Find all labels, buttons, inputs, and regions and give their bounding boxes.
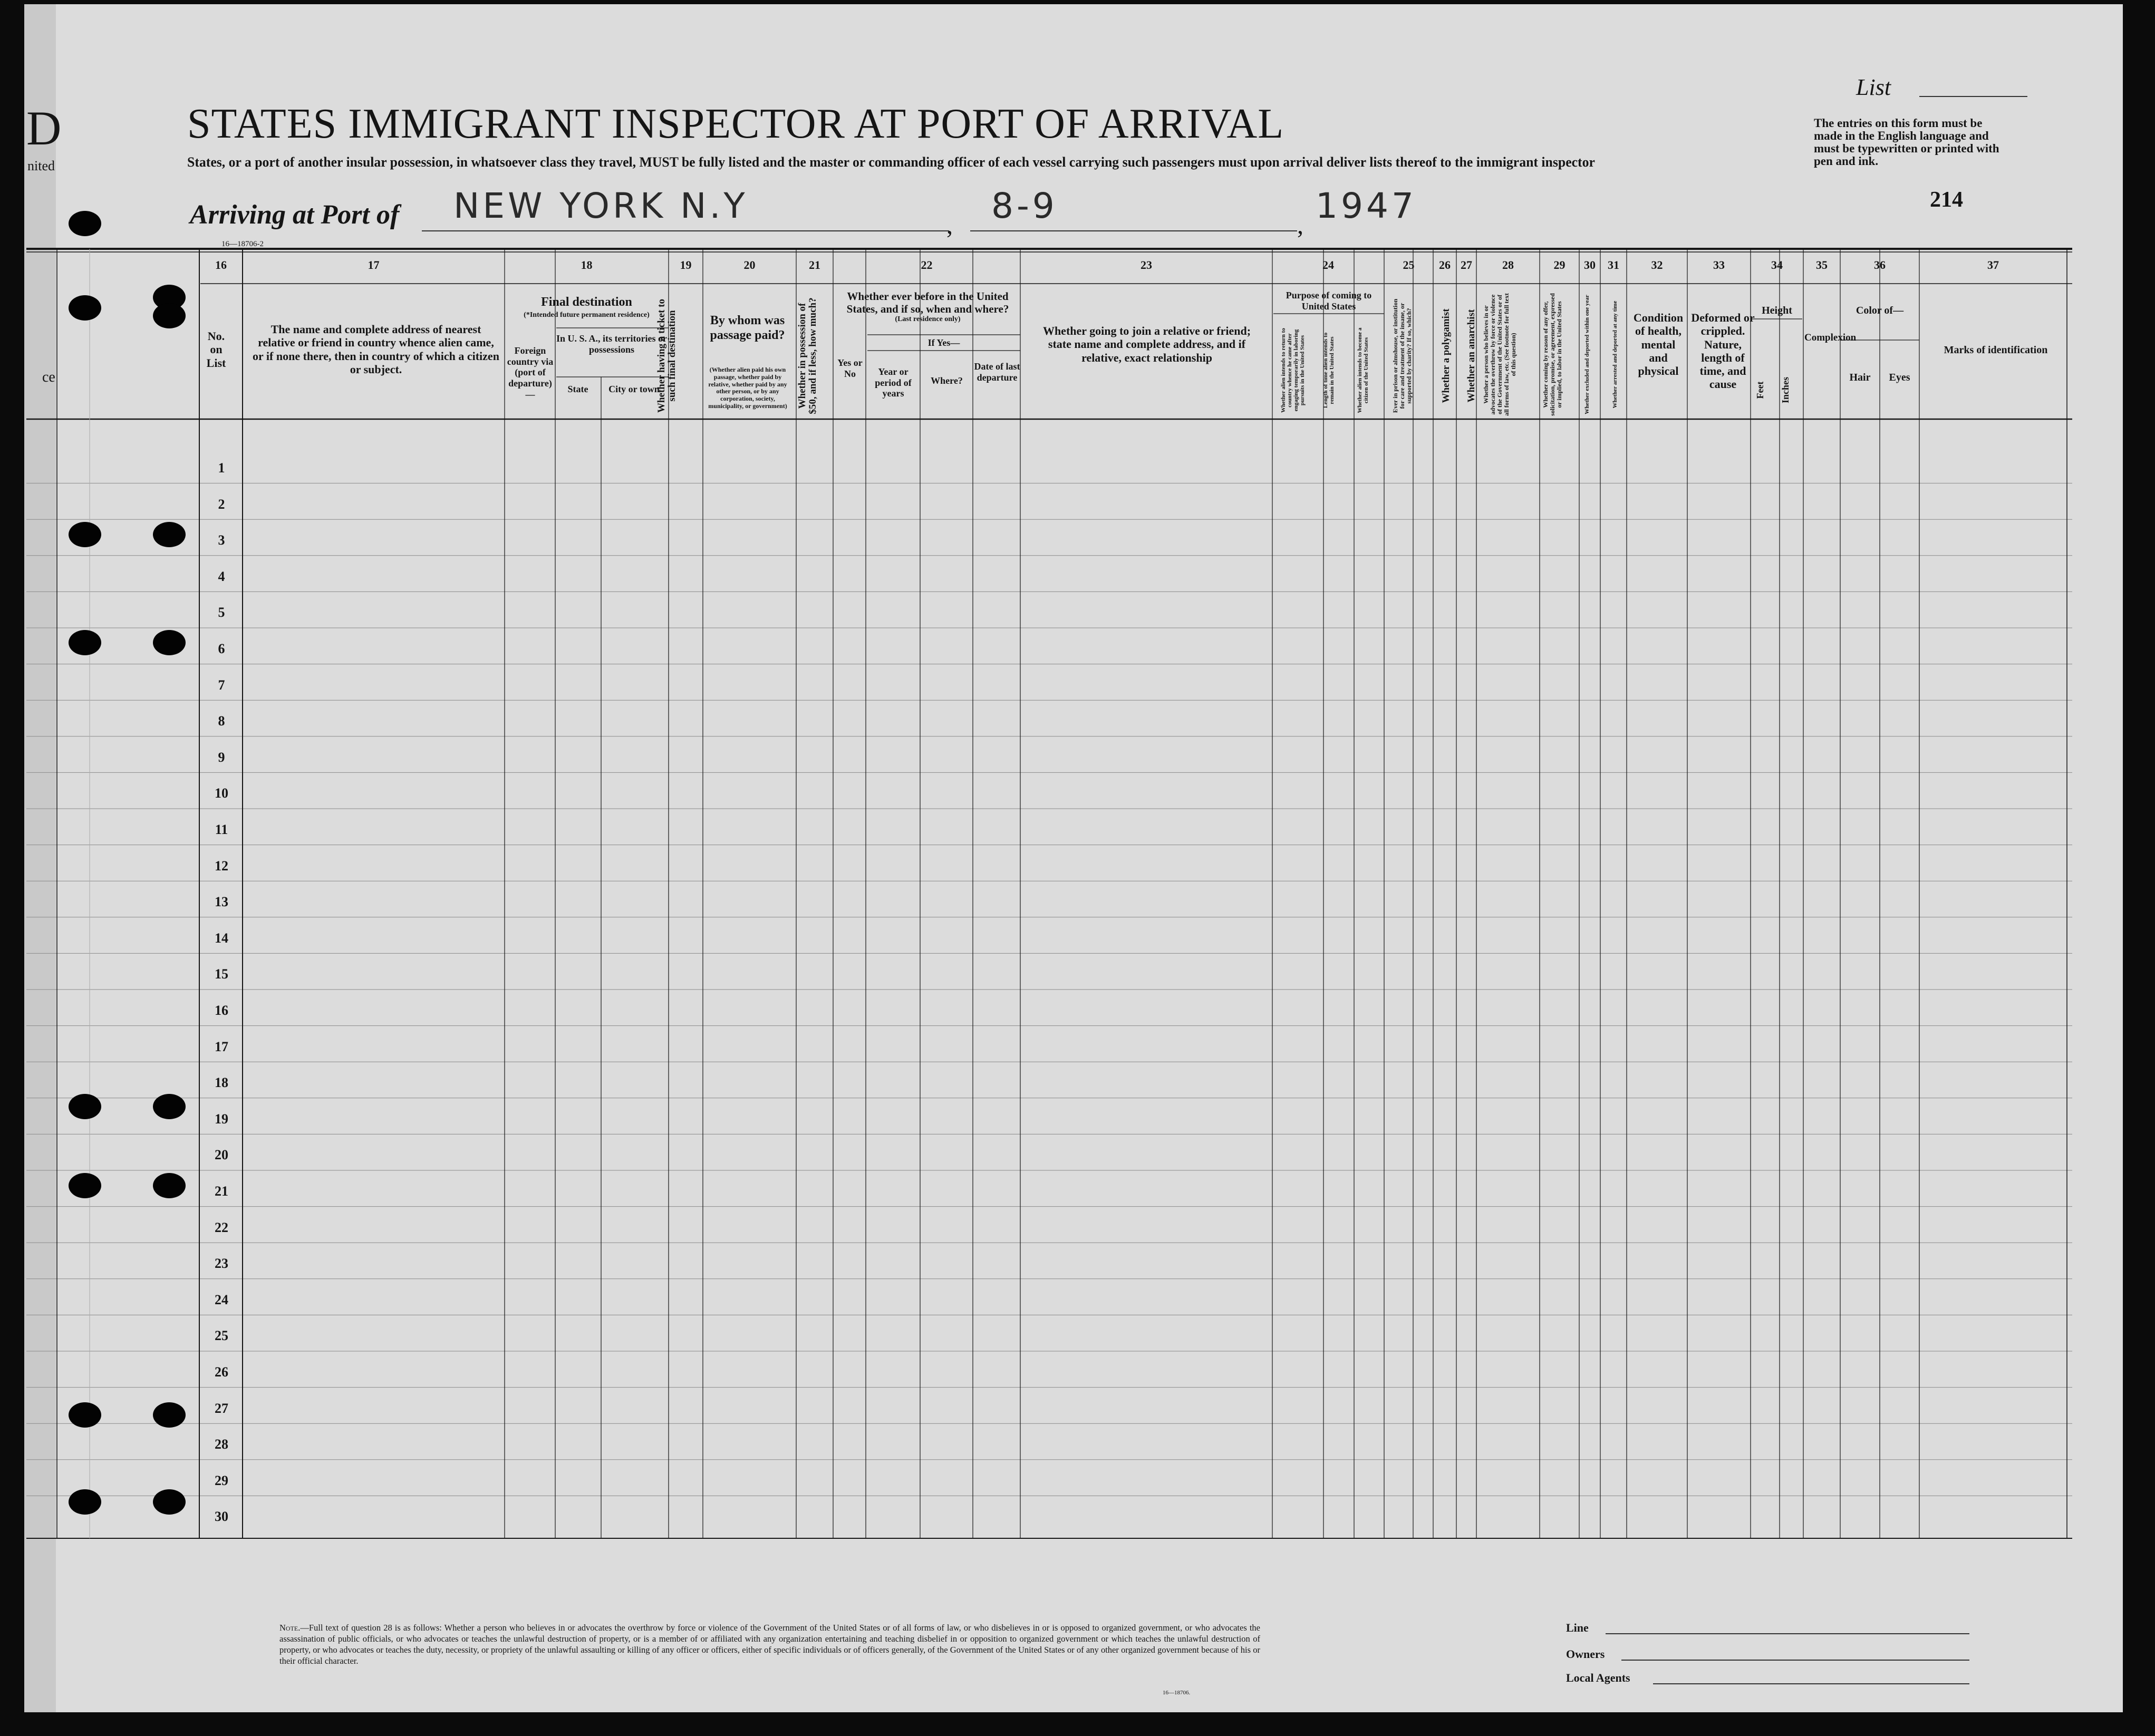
header-join-relative: Whether going to join a relative or friend; state name and complete address, and if relative, exact relationship <box>1042 324 1251 364</box>
row-number: 17 <box>215 1039 228 1054</box>
header-height: Height <box>1762 305 1792 316</box>
punch-hole <box>69 295 101 321</box>
punch-hole <box>153 522 186 547</box>
header-in-usa: In U. S. A., its territories or possessions <box>556 333 667 355</box>
row-number: 18 <box>215 1075 228 1091</box>
row-number: 11 <box>215 822 228 837</box>
row-number: 6 <box>218 641 225 656</box>
header-passage-paid-note: (Whether alien paid his own passage, whether paid by relative, whether paid by any other person, or by any corporation, society, municipality, or government) <box>708 366 787 410</box>
header-inches: Inches <box>1780 377 1791 404</box>
row-number: 10 <box>215 785 228 801</box>
punch-hole <box>153 1094 186 1119</box>
row-number: 7 <box>218 677 225 693</box>
header-ticket: Whether having a ticket to such final destination <box>656 298 678 413</box>
owners-label: Owners <box>1566 1647 1605 1661</box>
row-number: 24 <box>215 1292 228 1307</box>
instruction-line: The entries on this form must be <box>1814 117 1983 130</box>
column-number: 25 <box>1403 258 1415 271</box>
page-subtitle: States, or a port of another insular possession, in whatsoever class they travel, MUST be fully listed and the master or commanding officer of each vessel carrying such passengers must upon arrival deliver lists thereof to the immigrant inspector <box>187 154 1595 170</box>
punch-hole <box>153 1173 186 1198</box>
punch-hole <box>69 522 101 547</box>
row-number: 1 <box>218 460 225 476</box>
instruction-line: pen and ink. <box>1814 154 1879 168</box>
column-number: 19 <box>680 258 692 271</box>
column-number: 26 <box>1439 258 1451 271</box>
header-marks-identification: Marks of identification <box>1944 344 2048 356</box>
footnote <box>279 1622 1260 1666</box>
column-number: 16 <box>215 258 227 271</box>
row-number: 4 <box>218 568 225 584</box>
punch-hole <box>153 1489 186 1515</box>
comma: , <box>1297 211 1303 239</box>
column-number: 34 <box>1771 258 1783 271</box>
page-number: 214 <box>1930 188 1963 212</box>
header-polygamist: Whether a polygamist <box>1441 308 1452 403</box>
header-feet: Feet <box>1755 381 1765 399</box>
column-number: 31 <box>1608 258 1619 271</box>
row-number: 23 <box>215 1256 228 1272</box>
title-fragment-side: ce <box>42 369 55 385</box>
form-code: 16—18706-2 <box>221 240 264 248</box>
header-if-yes: If Yes— <box>927 337 960 348</box>
punch-hole <box>153 630 186 655</box>
header-purpose-citizen: Whether alien intends to become a citizen of the United States <box>1357 327 1369 413</box>
punch-hole <box>69 1173 101 1198</box>
row-number: 5 <box>218 605 225 620</box>
header-eyes: Eyes <box>1889 372 1910 383</box>
row-number: 20 <box>215 1147 228 1163</box>
header-passage-paid: By whom was passage paid? <box>710 314 785 342</box>
instruction-line: made in the English language and <box>1814 129 1989 142</box>
header-year-period: Year or period of years <box>875 366 912 399</box>
title-fragment: D <box>26 101 62 155</box>
punch-hole <box>69 211 101 236</box>
comma: , <box>946 211 953 239</box>
row-number: 16 <box>215 1003 228 1018</box>
header-where: Where? <box>931 375 963 386</box>
header-fifty-dollars: Whether in possession of $50, and if less, how much? <box>797 297 818 414</box>
row-number: 27 <box>215 1400 228 1416</box>
header-question-28: Whether a person who believes in or advocates the overthrow by force or violence of the Government of the United States or of all forms of law, etc. (See footnote for full text of this question) <box>1482 293 1517 416</box>
column-number: 18 <box>581 258 593 271</box>
header-final-destination: Final destination <box>541 295 632 309</box>
column-number: 20 <box>743 258 756 271</box>
header-excluded: Whether excluded and deported within one year <box>1584 295 1590 414</box>
column-number: 29 <box>1553 258 1565 271</box>
row-number: 2 <box>218 496 225 512</box>
arriving-label: Arriving at Port of <box>190 200 400 230</box>
page-title: STATES IMMIGRANT INSPECTOR AT PORT OF ARRIVAL <box>187 101 1284 147</box>
column-number: 23 <box>1141 258 1152 271</box>
row-number: 3 <box>218 532 225 548</box>
row-number: 29 <box>215 1472 228 1488</box>
column-number: 35 <box>1816 258 1828 271</box>
footnote-code: 16—18706. <box>1163 1690 1191 1696</box>
port-value: NEW YORK N.Y <box>453 186 748 226</box>
row-number: 12 <box>215 858 228 874</box>
header-last-residence: (Last residence only) <box>895 315 961 323</box>
punch-hole <box>153 303 186 328</box>
header-no-on-list: No. on List <box>206 329 226 370</box>
footnote-label: Note. <box>279 1623 301 1633</box>
header-state: State <box>567 384 588 394</box>
punch-hole <box>69 1402 101 1428</box>
header-final-destination-note: (*Intended future permanent residence) <box>524 311 650 319</box>
column-number: 32 <box>1651 258 1663 271</box>
header-yes-no: Yes or No <box>837 357 863 379</box>
column-number: 21 <box>809 258 820 271</box>
line-underline <box>1606 1633 1969 1634</box>
header-foreign-country: Foreign country via (port of departure)— <box>507 345 554 400</box>
header-labor-offer: Whether coming by reason of any offer, solicitation, promise, or agreement, expressed or implied, to labor in the United States <box>1542 293 1563 416</box>
row-number: 22 <box>215 1219 228 1235</box>
punch-hole <box>69 1094 101 1119</box>
header-purpose: Purpose of coming to United States <box>1286 290 1372 312</box>
year-value: 1947 <box>1316 186 1417 226</box>
header-hair: Hair <box>1849 372 1871 383</box>
footnote-text: —Full text of question 28 is as follows: Whether a person who believes in or advocates the overthrow by force or violence of the Government of the United States or of all forms of law, or who disbelieves in or is opposed to organized government, or who advocates the assassination of public officials, or who advocates or teaches the unlawful destruction of property, or is a member of or affiliated with any organization entertaining and teaching disbelief in or opposition to organized government or which teaches the unlawful destruction of property, or who advocates or teaches the duty, necessity, or propriety of the unlawful assaulting or killing of any officer or officers, either of specific individuals or of officers generally, of the Government of the United States or of any other organized government because of his or their official character. <box>279 1623 1260 1666</box>
row-number: 26 <box>215 1364 228 1380</box>
punch-hole <box>153 1402 186 1428</box>
header-date-departure: Date of last departure <box>974 361 1020 383</box>
column-number: 28 <box>1502 258 1514 271</box>
header-arrested: Whether arrested and deported at any time <box>1612 300 1618 409</box>
column-number: 33 <box>1713 258 1725 271</box>
column-number: 22 <box>921 258 933 271</box>
agents-label: Local Agents <box>1566 1671 1630 1684</box>
line-label: Line <box>1566 1621 1589 1634</box>
header-health: Condition of health, mental and physical <box>1633 311 1684 378</box>
punch-hole <box>69 630 101 655</box>
agents-underline <box>1653 1683 1969 1684</box>
list-label: List <box>1856 74 1891 100</box>
header-color-of: Color of— <box>1856 305 1904 316</box>
row-number: 28 <box>215 1437 228 1452</box>
header-city: City or town <box>608 384 660 394</box>
row-number: 14 <box>215 930 228 946</box>
column-number: 37 <box>1987 258 1999 271</box>
column-number: 36 <box>1874 258 1886 271</box>
row-number: 30 <box>215 1509 228 1525</box>
header-relative-address: The name and complete address of nearest relative or friend in country whence alien came, or if none there, then in country of which a citizen or subject. <box>253 323 499 376</box>
column-number: 27 <box>1461 258 1472 271</box>
row-number: 15 <box>215 966 228 982</box>
header-purpose-length: Length of time alien intends to remain in the United States <box>1322 332 1335 409</box>
row-number: 13 <box>215 894 228 910</box>
row-number: 21 <box>215 1184 228 1199</box>
row-number: 8 <box>218 713 225 729</box>
owners-underline <box>1621 1660 1969 1661</box>
column-number: 17 <box>368 258 380 271</box>
header-purpose-return: Whether alien intends to return to country whence he came after engaging temporarily in laboring pursuits in the United States <box>1280 328 1306 413</box>
header-anarchist: Whether an anarchist <box>1466 309 1477 403</box>
row-number: 19 <box>215 1111 228 1127</box>
row-number: 25 <box>215 1328 228 1344</box>
title-fragment-sub: nited <box>27 158 55 173</box>
date-value: 8-9 <box>991 186 1058 226</box>
header-complexion: Complexion <box>1804 332 1857 343</box>
header-deformed: Deformed or crippled. Nature, length of time, and cause <box>1691 311 1755 391</box>
row-number: 9 <box>218 749 225 765</box>
punch-hole <box>69 1489 101 1515</box>
column-number: 30 <box>1584 258 1596 271</box>
header-ever-before-us: Whether ever before in the United States, and if so, when and where? <box>846 290 1009 316</box>
header-prison: Ever in prison or almshouse, or institution for care and treatment of the insane, or supported by charity? If so, which? <box>1391 298 1413 413</box>
instruction-line: must be typewritten or printed with <box>1814 142 1999 155</box>
column-number: 24 <box>1322 258 1334 271</box>
